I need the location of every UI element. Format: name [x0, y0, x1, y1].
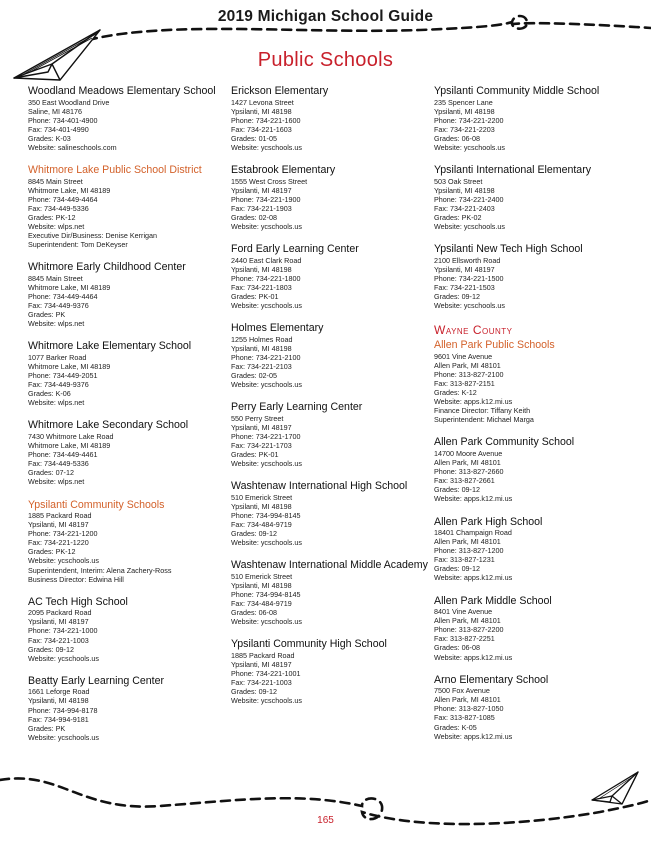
school-detail-line: Website: apps.k12.mi.us — [434, 494, 513, 504]
school-detail-line: Allen Park, MI 48101 — [434, 360, 501, 370]
school-detail-line: Grades: 02-08 — [231, 212, 277, 222]
school-entry — [231, 639, 431, 705]
school-detail-line: Grades: PK-12 — [28, 212, 76, 222]
school-name: Beatty Early Learning Center — [28, 674, 165, 687]
school-detail-line: Phone: 734-994-8145 — [231, 590, 301, 600]
school-name: Allen Park High School — [434, 515, 543, 528]
school-column-2 — [231, 86, 431, 719]
page-number: 165 — [317, 815, 334, 826]
school-name: Whitmore Early Childhood Center — [28, 261, 186, 274]
school-detail-line: Website: ycschools.us — [231, 380, 302, 390]
school-detail-line: Ypsilanti, MI 48198 — [434, 106, 495, 116]
school-detail-line: Ypsilanti, MI 48197 — [434, 264, 495, 274]
school-detail-line: Fax: 734-221-2403 — [434, 203, 495, 213]
school-detail-line: Fax: 734-221-1803 — [231, 282, 292, 292]
school-name: Holmes Elementary — [231, 322, 324, 335]
school-detail-line: Phone: 734-221-1200 — [28, 529, 98, 539]
school-entry — [231, 86, 431, 152]
school-detail-line: Fax: 313-827-1085 — [434, 713, 495, 723]
school-detail-line: Superintendent: Michael Marga — [434, 415, 534, 425]
school-detail-line: Website: wlps.net — [28, 477, 85, 487]
school-detail-line: 350 East Woodland Drive — [28, 97, 110, 107]
school-detail-line: Phone: 734-221-2200 — [434, 115, 504, 125]
school-detail-line: Phone: 734-221-1000 — [28, 626, 98, 636]
school-detail-line: Ypsilanti, MI 48197 — [231, 660, 292, 670]
school-detail-line: Saline, MI 48176 — [28, 106, 82, 116]
school-detail-line: Ypsilanti, MI 48198 — [434, 185, 495, 195]
school-detail-line: Fax: 734-221-2203 — [434, 124, 495, 134]
school-entry — [28, 165, 233, 249]
school-detail-line: Website: ycschools.us — [231, 538, 302, 548]
school-detail-line: Phone: 313-827-2200 — [434, 625, 504, 635]
school-detail-line: Website: ycschools.us — [434, 301, 505, 311]
school-detail-line: Website: ycschools.us — [28, 732, 99, 742]
school-detail-line: Website: apps.k12.mi.us — [434, 573, 513, 583]
school-detail-line: Fax: 734-221-1003 — [231, 678, 292, 688]
school-detail-line: 510 Emerick Street — [231, 492, 293, 502]
school-entry — [231, 402, 431, 468]
school-detail-line: Fax: 734-401-4990 — [28, 124, 89, 134]
school-detail-line: Grades: PK — [28, 723, 66, 733]
school-detail-line: 8845 Main Street — [28, 176, 83, 186]
school-detail-line: Grades: 02-05 — [231, 371, 277, 381]
school-detail-line: Ypsilanti, MI 48197 — [28, 617, 89, 627]
school-detail-line: 14700 Moore Avenue — [434, 448, 503, 458]
school-detail-line: Business Director: Edwina Hill — [28, 574, 124, 584]
school-name: Washtenaw International Middle Academy — [231, 559, 428, 572]
school-name: AC Tech High School — [28, 595, 128, 608]
school-detail-line: Grades: K-06 — [28, 389, 71, 399]
school-detail-line: Phone: 734-221-1700 — [231, 431, 301, 441]
school-detail-line: Phone: 734-221-1500 — [434, 273, 504, 283]
school-detail-line: 2440 East Clark Road — [231, 255, 302, 265]
school-detail-line: Grades: 07-12 — [28, 468, 74, 478]
school-entry — [434, 244, 634, 310]
school-detail-line: Fax: 734-221-1903 — [231, 203, 292, 213]
school-detail-line: Fax: 734-221-1003 — [28, 635, 89, 645]
school-detail-line: 1661 Leforge Road — [28, 687, 90, 697]
school-detail-line: Phone: 734-221-1001 — [231, 669, 301, 679]
school-detail-line: 1885 Packard Road — [28, 511, 92, 520]
school-entry — [434, 437, 634, 503]
school-detail-line: Grades: 09-12 — [434, 564, 480, 574]
school-name: Ford Early Learning Center — [231, 243, 359, 256]
school-detail-line: Allen Park, MI 48101 — [434, 537, 501, 547]
school-detail-line: Ypsilanti, MI 48198 — [231, 106, 292, 116]
school-detail-line: Phone: 734-994-8145 — [231, 511, 301, 520]
school-detail-line: Phone: 734-221-1900 — [231, 194, 301, 204]
school-detail-line: Website: ycschools.us — [231, 142, 302, 152]
school-detail-line: Phone: 734-449-4464 — [28, 194, 98, 204]
school-entry — [231, 481, 431, 547]
district-name: Allen Park Public Schools — [434, 339, 555, 352]
school-detail-line: Whitmore Lake, MI 48189 — [28, 361, 111, 371]
school-detail-line: 1555 West Cross Street — [231, 176, 308, 186]
school-detail-line: Grades: 06-08 — [434, 133, 480, 143]
school-entry — [434, 675, 634, 741]
school-entry — [434, 596, 634, 662]
school-detail-line: Website: apps.k12.mi.us — [434, 652, 513, 662]
school-detail-line: Grades: 06-08 — [434, 643, 480, 653]
school-detail-line: Website: salineschools.com — [28, 142, 117, 152]
school-detail-line: Website: ycschools.us — [28, 556, 99, 566]
school-detail-line: Website: ycschools.us — [231, 222, 302, 232]
school-name: Ypsilanti International Elementary — [434, 164, 592, 177]
school-entry — [231, 165, 431, 231]
school-detail-line: Website: wlps.net — [28, 319, 85, 329]
school-detail-line: 1885 Packard Road — [231, 650, 295, 660]
school-detail-line: Fax: 313-827-2661 — [434, 476, 495, 486]
school-detail-line: Finance Director: Tiffany Keith — [434, 406, 531, 416]
school-detail-line: Ypsilanti, MI 48197 — [28, 520, 89, 530]
school-name: Ypsilanti Community High School — [231, 638, 387, 651]
school-detail-line: 8845 Main Street — [28, 273, 83, 283]
school-name: Erickson Elementary — [231, 85, 329, 97]
school-detail-line: Phone: 734-449-4464 — [28, 292, 98, 301]
school-detail-line: Grades: 09-12 — [434, 485, 480, 495]
school-detail-line: Allen Park, MI 48101 — [434, 616, 501, 626]
school-detail-line: Phone: 734-221-2400 — [434, 194, 504, 204]
school-entry — [28, 341, 233, 407]
school-detail-line: Ypsilanti, MI 48197 — [231, 422, 292, 432]
school-entry — [434, 323, 634, 424]
school-detail-line: Ypsilanti, MI 48198 — [231, 264, 292, 274]
section-title: Public Schools — [257, 49, 394, 71]
school-detail-line: Phone: 313-827-1200 — [434, 546, 504, 556]
school-detail-line: Ypsilanti, MI 48197 — [231, 185, 292, 195]
school-detail-line: Grades: K-03 — [28, 133, 71, 143]
school-detail-line: Ypsilanti, MI 48198 — [28, 696, 89, 706]
school-detail-line: Fax: 734-221-1220 — [28, 538, 89, 548]
school-detail-line: 18401 Champaign Road — [434, 528, 512, 537]
school-detail-line: Allen Park, MI 48101 — [434, 695, 501, 705]
school-detail-line: Whitmore Lake, MI 48189 — [28, 441, 111, 451]
school-detail-line: Website: wlps.net — [28, 222, 85, 232]
school-detail-line: Website: apps.k12.mi.us — [434, 397, 513, 407]
school-name: Washtenaw International High School — [231, 480, 408, 493]
school-detail-line: Phone: 734-221-1800 — [231, 273, 301, 283]
school-detail-line: Fax: 734-449-9376 — [28, 301, 89, 311]
school-detail-line: Website: ycschools.us — [231, 696, 302, 706]
school-detail-line: Fax: 734-221-1603 — [231, 124, 292, 134]
district-name: Whitmore Lake Public School District — [28, 164, 202, 177]
district-name: Ypsilanti Community Schools — [28, 498, 165, 511]
school-detail-line: Website: apps.k12.mi.us — [434, 731, 513, 741]
school-entry — [28, 500, 233, 584]
school-detail-line: Phone: 734-401-4900 — [28, 115, 98, 125]
school-detail-line: 1427 Levona Street — [231, 97, 294, 107]
school-entry — [231, 323, 431, 389]
school-entry — [231, 244, 431, 310]
school-detail-line: 2100 Ellsworth Road — [434, 255, 501, 265]
school-detail-line: Fax: 734-994-9181 — [28, 714, 89, 724]
school-name: Whitmore Lake Elementary School — [28, 340, 192, 353]
county-heading: Wayne County — [434, 323, 513, 338]
school-detail-line: Ypsilanti, MI 48198 — [231, 501, 292, 511]
school-detail-line: Fax: 734-484-9719 — [231, 520, 292, 530]
school-detail-line: Fax: 734-449-9376 — [28, 380, 89, 390]
school-entry — [28, 597, 233, 663]
school-detail-line: Executive Dir/Business: Denise Kerrigan — [28, 231, 158, 241]
school-detail-line: Website: ycschools.us — [231, 301, 302, 311]
school-detail-line: 8401 Vine Avenue — [434, 607, 493, 617]
school-detail-line: Phone: 313-827-1050 — [434, 704, 504, 714]
school-detail-line: 7430 Whitmore Lake Road — [28, 431, 114, 441]
school-detail-line: Phone: 734-994-8178 — [28, 705, 98, 715]
school-detail-line: Phone: 734-221-1600 — [231, 115, 301, 125]
school-detail-line: Grades: 09-12 — [231, 529, 277, 539]
school-detail-line: Grades: PK-12 — [28, 547, 76, 557]
school-detail-line: Website: ycschools.us — [434, 142, 505, 152]
school-detail-line: Fax: 734-221-1703 — [231, 441, 292, 451]
school-detail-line: Website: ycschools.us — [231, 617, 302, 627]
school-detail-line: 550 Perry Street — [231, 413, 284, 423]
school-name: Whitmore Lake Secondary School — [28, 419, 189, 432]
school-detail-line: Fax: 734-484-9719 — [231, 599, 292, 609]
school-detail-line: Ypsilanti, MI 48198 — [231, 343, 292, 353]
school-detail-line: Whitmore Lake, MI 48189 — [28, 185, 111, 195]
school-entry — [434, 517, 634, 583]
school-detail-line: Phone: 313-827-2100 — [434, 369, 504, 379]
school-detail-line: Grades: K-05 — [434, 722, 477, 732]
school-detail-line: Phone: 313-827-2660 — [434, 467, 504, 477]
school-entry — [231, 560, 431, 626]
school-entry — [28, 676, 233, 742]
school-detail-line: Fax: 313-827-1231 — [434, 555, 495, 565]
school-detail-line: Fax: 734-449-5336 — [28, 459, 89, 469]
school-detail-line: Grades: K-12 — [434, 388, 477, 398]
school-name: Allen Park Community School — [434, 436, 575, 449]
school-name: Ypsilanti Community Middle School — [434, 85, 600, 97]
school-entry — [28, 262, 233, 328]
school-detail-line: Phone: 734-449-2051 — [28, 371, 98, 381]
school-detail-line: 503 Oak Street — [434, 176, 483, 186]
school-detail-line: Superintendent: Tom DeKeyser — [28, 240, 128, 250]
school-detail-line: Grades: 06-08 — [231, 608, 277, 618]
school-name: Estabrook Elementary — [231, 164, 336, 177]
school-detail-line: Grades: PK-02 — [434, 212, 482, 222]
school-detail-line: 9601 Vine Avenue — [434, 351, 493, 361]
school-entry — [434, 165, 634, 231]
school-detail-line: Ypsilanti, MI 48198 — [231, 580, 292, 590]
school-detail-line: Website: ycschools.us — [231, 459, 302, 469]
school-detail-line: Allen Park, MI 48101 — [434, 458, 501, 468]
school-detail-line: 1077 Barker Road — [28, 352, 87, 362]
school-detail-line: 1255 Holmes Road — [231, 334, 293, 344]
school-detail-line: Phone: 734-221-2100 — [231, 352, 301, 362]
school-detail-line: Grades: 09-12 — [434, 292, 480, 301]
school-detail-line: Grades: PK-01 — [231, 292, 279, 301]
school-detail-line: Grades: PK — [28, 310, 66, 320]
school-detail-line: 2095 Packard Road — [28, 608, 92, 618]
school-detail-line: Whitmore Lake, MI 48189 — [28, 282, 111, 292]
school-detail-line: Grades: 09-12 — [28, 644, 74, 654]
school-name: Allen Park Middle School — [434, 594, 552, 607]
school-detail-line: Website: ycschools.us — [434, 222, 505, 232]
school-name: Arno Elementary School — [434, 673, 549, 686]
school-detail-line: 510 Emerick Street — [231, 571, 293, 581]
school-detail-line: Grades: PK-01 — [231, 450, 279, 460]
school-detail-line: Website: ycschools.us — [28, 653, 99, 663]
school-detail-line: Fax: 734-449-5336 — [28, 203, 89, 213]
school-detail-line: Website: wlps.net — [28, 398, 85, 408]
school-detail-line: Fax: 313-827-2251 — [434, 634, 495, 644]
school-name: Woodland Meadows Elementary School — [28, 85, 216, 97]
school-detail-line: 7500 Fox Avenue — [434, 686, 490, 696]
school-detail-line: Superintendent, Interim: Alena Zachery-Ross — [28, 565, 172, 575]
school-column-3 — [434, 86, 634, 754]
school-name: Perry Early Learning Center — [231, 401, 363, 414]
school-detail-line: Phone: 734-449-4461 — [28, 450, 98, 460]
school-detail-line: Fax: 734-221-1503 — [434, 282, 495, 292]
school-detail-line: Fax: 734-221-2103 — [231, 361, 292, 371]
school-column-1 — [28, 86, 233, 755]
school-name: Ypsilanti New Tech High School — [434, 243, 583, 256]
school-entry — [28, 86, 233, 152]
school-detail-line: Fax: 313-827-2151 — [434, 378, 495, 388]
school-detail-line: Grades: 09-12 — [231, 687, 277, 697]
school-entry — [28, 420, 233, 486]
school-entry — [434, 86, 634, 152]
school-detail-line: 235 Spencer Lane — [434, 97, 493, 107]
school-detail-line: Grades: 01-05 — [231, 133, 277, 143]
guide-title: 2019 Michigan School Guide — [217, 8, 434, 25]
